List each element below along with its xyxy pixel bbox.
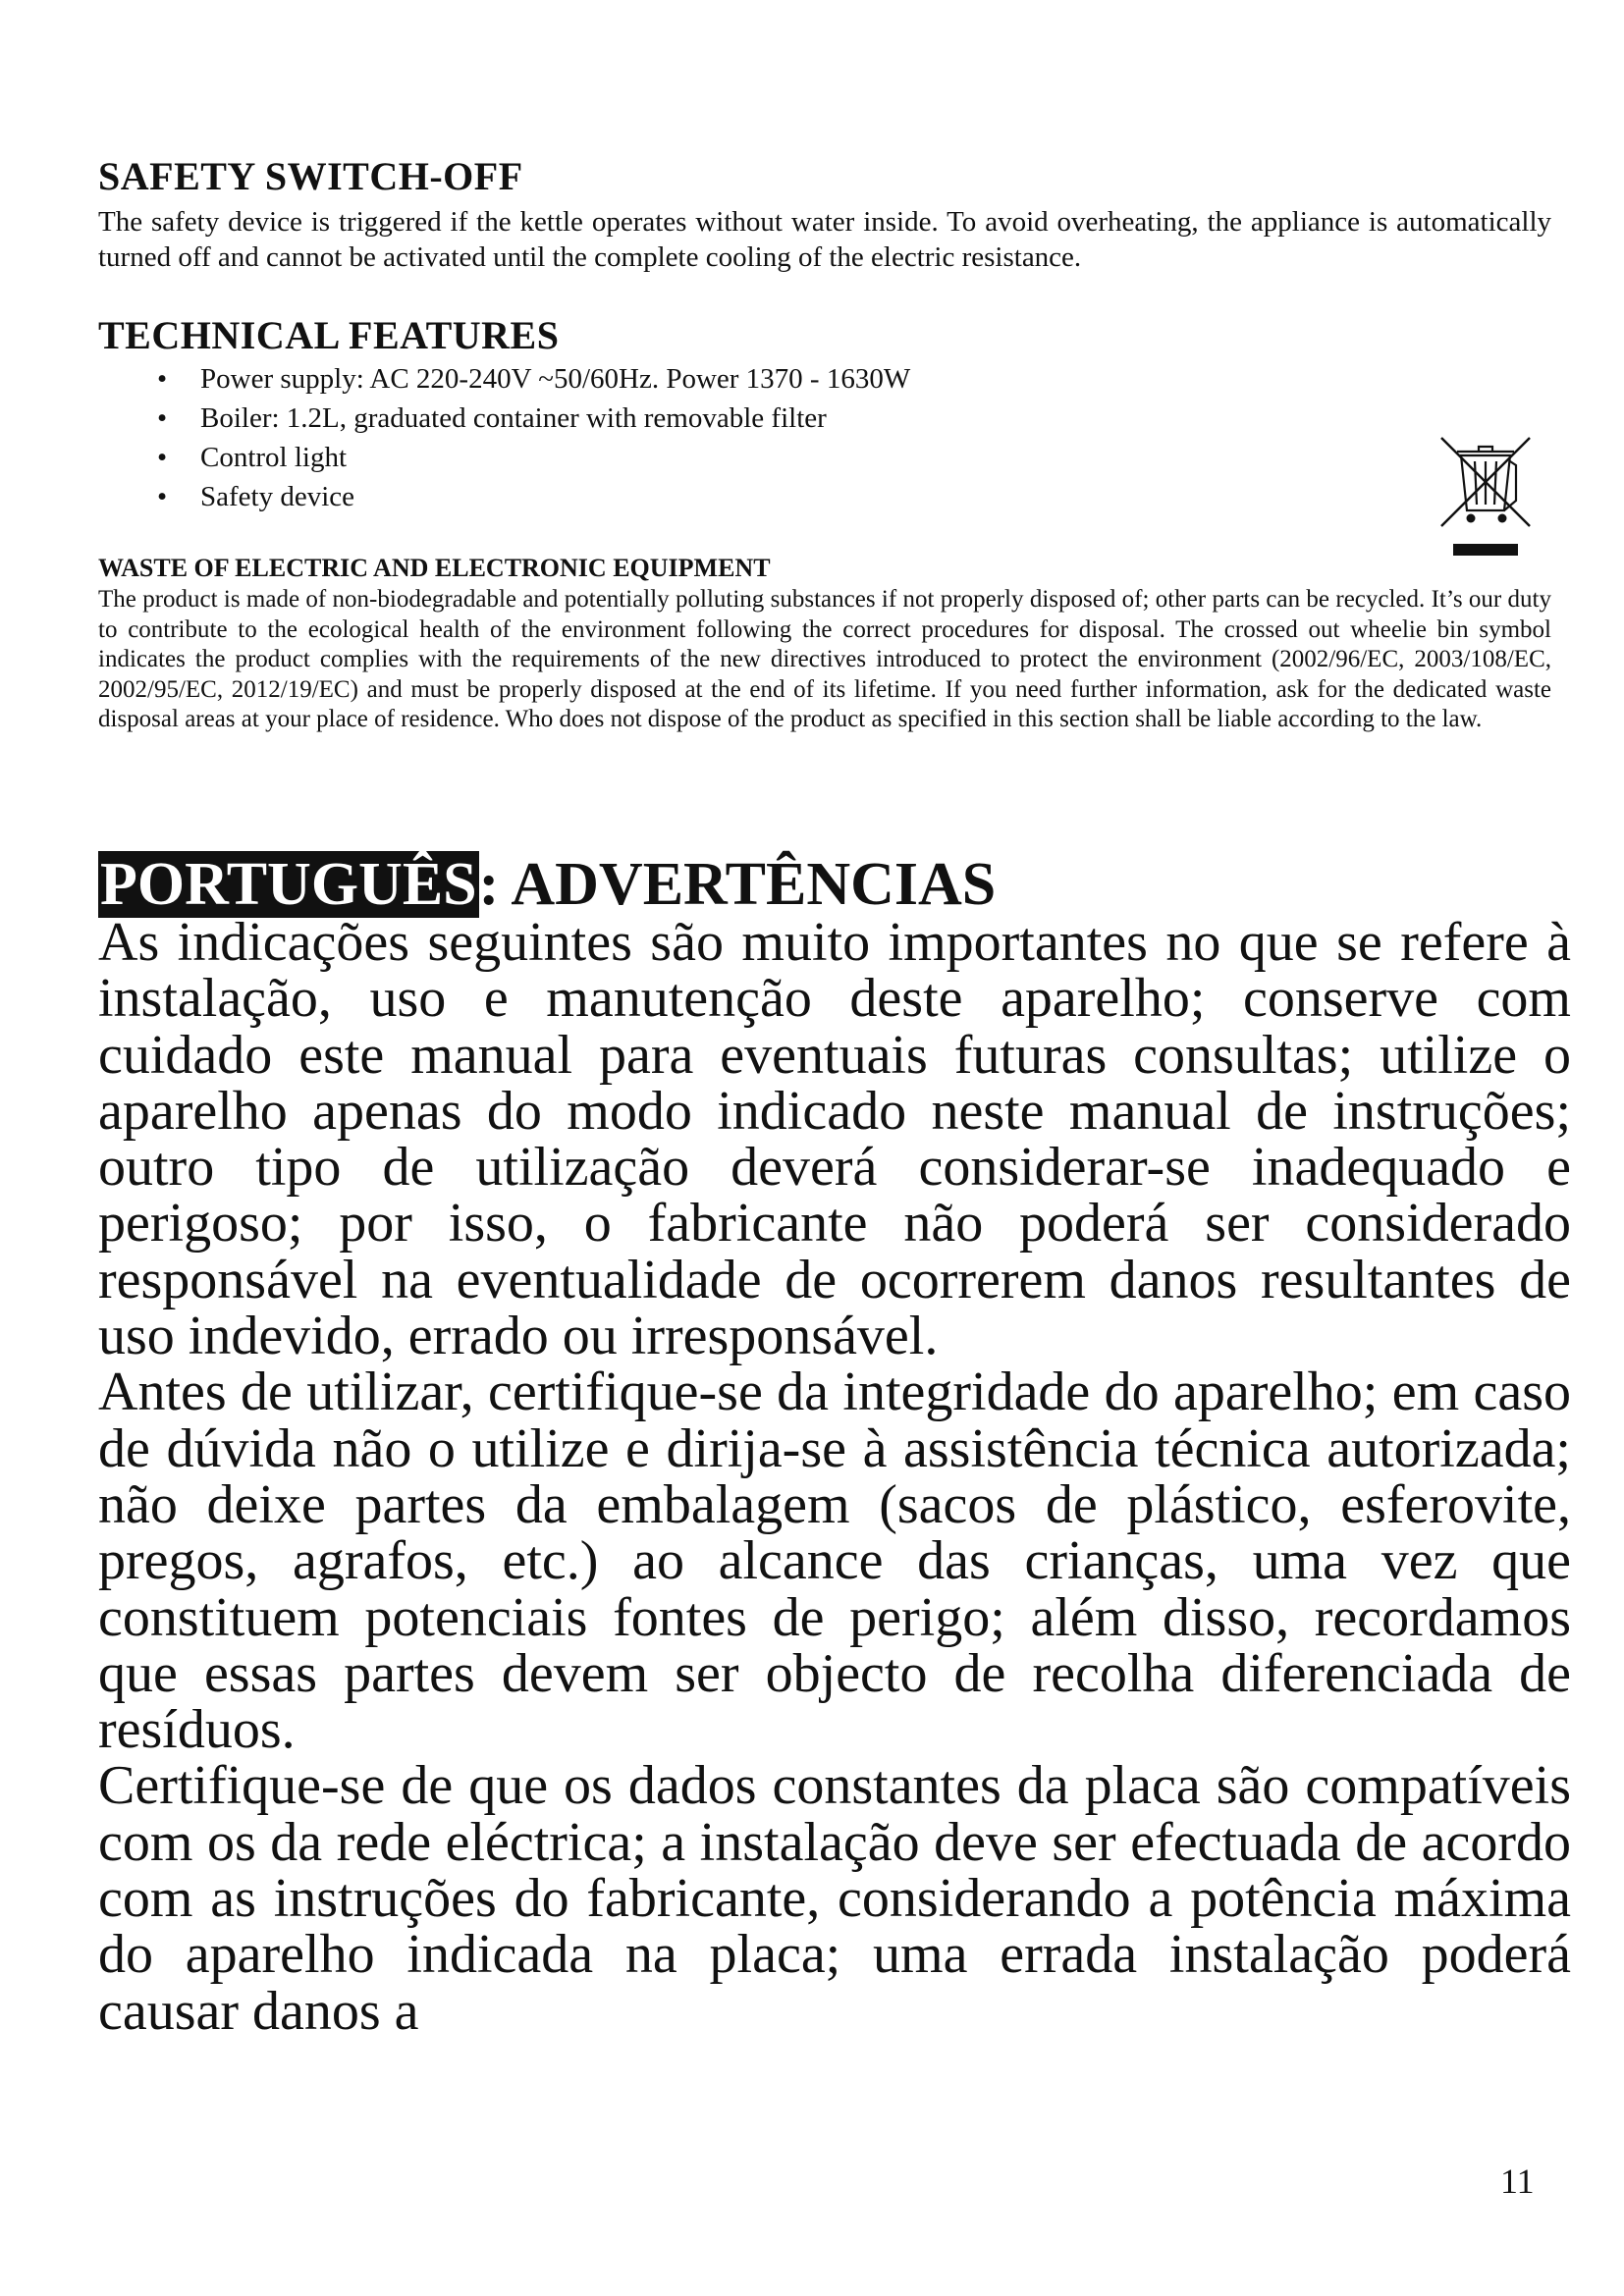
language-label: PORTUGUÊS xyxy=(100,851,477,918)
list-item xyxy=(157,438,910,477)
safety-switch-off-text: The safety device is triggered if the kettle operates without water inside. To avoid overheating, the appliance is automatically turned off and cannot be activated until the complete cooling of the electric resistance. xyxy=(98,206,1551,273)
safety-switch-off-heading: SAFETY SWITCH-OFF xyxy=(98,154,523,198)
bullet: • xyxy=(157,402,168,434)
warnings-paragraph: Antes de utilizar, certifique-se da integridade do aparelho; em caso de dúvida não o utilize e dirija-se à assistência técnica autorizada; não deixe partes da embalagem (sacos de plástico, esferovite, pregos, agrafos, etc.) ao alcance das crianças, uma vez que constituem potenciais fontes de perigo; além disso, recordamos que essas partes devem ser objecto de recolha diferenciada de resíduos. xyxy=(98,1362,1571,1761)
warnings-paragraph: As indicações seguintes são muito importantes no que se refere à instalação, uso e manutenção deste aparelho; conserve com cuidado este manual para eventuais futuras consultas; utilize o aparelho apenas do modo indicado neste manual de instruções; outro tipo de utilização deverá considerar-se inadequado e perigoso; por isso, o fabricante não poderá ser considerado responsável na eventualidade de ocorrerem danos resultantes de uso indevido, errado ou irresponsável. xyxy=(98,912,1571,1367)
title-suffix: : ADVERTÊNCIAS xyxy=(478,851,997,918)
warnings-paragraph: Certifique-se de que os dados constantes da placa são compatíveis com os da rede eléctrica; a instalação deve ser efectuada de acordo com as instruções do fabricante, considerando a potência máxima do aparelho indicada na placa; uma errada instalação poderá causar danos a xyxy=(98,1755,1571,2042)
bullet: • xyxy=(157,363,168,395)
weee-text: The product is made of non-biodegradable and potentially polluting substances if not properly disposed of; other parts can be recycled. It’s our duty to contribute to the ecological health of the environment following the correct procedures for disposal. The crossed out wheelie bin symbol indicates the product complies with the requirements of the new directives introduced to protect the environment (2002/96/EC, 2003/108/EC, 2002/95/EC, 2012/19/EC) and must be properly disposed at the end of its lifetime. If you need further information, ask for the dedicated waste disposal areas at your place of residence. Who does not dispose of the product as specified in this section shall be liable according to the law. xyxy=(98,586,1551,732)
weee-heading: WASTE OF ELECTRIC AND ELECTRONIC EQUIPMENT xyxy=(98,554,771,582)
feature-text: Power supply: AC 220-240V ~50/60Hz. Power 1370 - 1630W xyxy=(200,363,911,395)
list-item xyxy=(157,477,910,516)
bullet: • xyxy=(157,481,168,512)
list-item xyxy=(157,359,910,399)
list-item xyxy=(157,399,910,438)
page-number: 11 xyxy=(1500,2162,1535,2201)
crossed-out-wheelie-bin-icon xyxy=(1432,432,1540,560)
portuguese-section-title xyxy=(98,851,997,918)
technical-features-heading: TECHNICAL FEATURES xyxy=(98,313,560,357)
feature-text: Boiler: 1.2L, graduated container with removable filter xyxy=(200,402,827,434)
feature-text: Control light xyxy=(200,442,348,473)
bullet: • xyxy=(157,442,168,473)
feature-text: Safety device xyxy=(200,481,355,512)
technical-features-list xyxy=(157,359,910,516)
warnings-body xyxy=(98,912,1571,2042)
